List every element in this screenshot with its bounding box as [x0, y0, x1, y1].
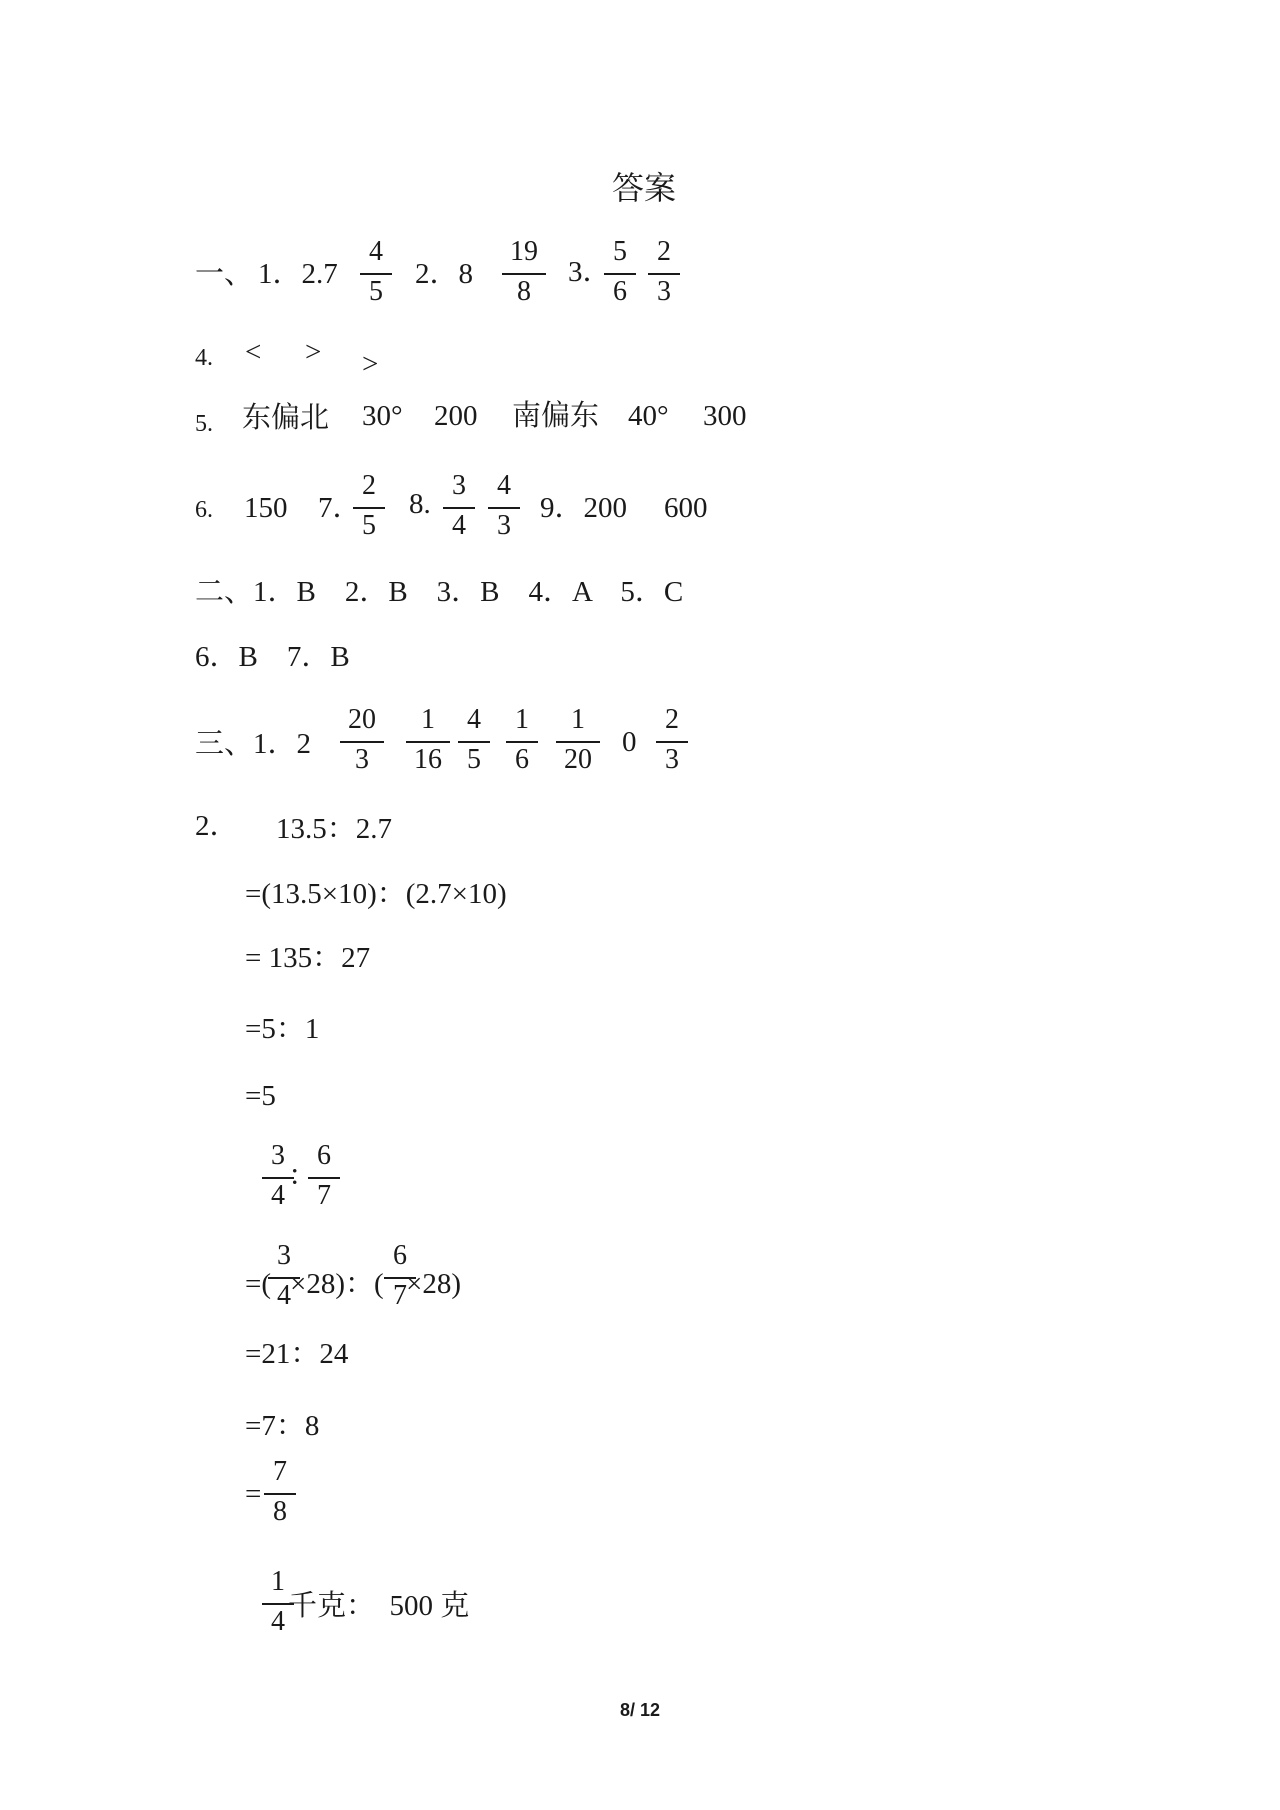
s3-q2-step-2: = 135：27 [245, 942, 371, 974]
s3-q2-step-4: =5 [245, 1080, 276, 1112]
fraction-bar [556, 741, 600, 743]
fraction-bar [406, 741, 450, 743]
s3-q2-expression: 13.5：2.7 [276, 813, 393, 845]
fraction-bar [502, 273, 546, 275]
q4-label: 4. [195, 345, 213, 371]
q3-fraction-1 [598, 236, 642, 310]
q8-frac1-den: 4 [452, 510, 466, 541]
s3-q2-step-3: =5：1 [245, 1013, 320, 1045]
q2-answer: 2．8 [415, 258, 474, 290]
ratio3-text: 千克： 500 克 [288, 1590, 470, 1622]
fraction-bar [353, 507, 385, 509]
ratio2-step-3: =7：8 [245, 1410, 320, 1442]
ratio2-step1-f2-den: 7 [393, 1280, 407, 1311]
fraction-bar [458, 741, 490, 743]
fraction-bar [648, 273, 680, 275]
q5-direction-1: 东偏北 [242, 402, 330, 434]
q7-frac-num: 2 [362, 470, 376, 501]
s3-frac1-den: 3 [355, 744, 369, 775]
fraction-bar [443, 507, 475, 509]
q7-fraction [347, 470, 391, 544]
s3-frac3-den: 5 [467, 744, 481, 775]
page-number: 8/ 12 [620, 1700, 661, 1720]
q8-frac1-num: 3 [452, 470, 466, 501]
s3-fraction-4 [500, 704, 544, 778]
q3-frac2-num: 2 [657, 236, 671, 267]
ratio2-step1-mid: ×28)：( [290, 1268, 384, 1300]
ratio2-step-4-fraction [258, 1456, 302, 1530]
s3-fraction-3 [452, 704, 496, 778]
s3-frac6-den: 3 [665, 744, 679, 775]
fraction-bar [604, 273, 636, 275]
s3-frac3-num: 4 [467, 704, 481, 735]
q2-frac-den: 8 [517, 276, 531, 307]
section-1-label: 一、 [195, 258, 254, 290]
fraction-bar [340, 741, 384, 743]
ratio3-frac-num: 1 [271, 1566, 285, 1597]
s3-fraction-2 [400, 704, 456, 778]
ratio2-step4-den: 8 [273, 1496, 287, 1527]
fraction-bar [360, 273, 392, 275]
ratio2-step-2: =21：24 [245, 1338, 349, 1370]
s3-fraction-5 [550, 704, 606, 778]
q9-answer: 9．200 [540, 492, 628, 524]
q1-fraction [354, 236, 398, 310]
q9-answer-2: 600 [664, 492, 708, 524]
q3-answer: 3． [568, 256, 612, 288]
q2-fraction [496, 236, 552, 310]
q1-frac-num: 4 [369, 236, 383, 267]
ratio2-step1-open: =( [245, 1268, 272, 1300]
q6-label: 6. [195, 497, 213, 523]
s3-q2-step-1: =(13.5×10)：(2.7×10) [245, 878, 507, 910]
s3-frac5-den: 20 [564, 744, 592, 775]
ratio2-f2-num: 6 [317, 1140, 331, 1171]
s3-frac4-den: 6 [515, 744, 529, 775]
q8-fraction-2 [482, 470, 526, 544]
page-title: 答案 [612, 170, 677, 206]
s3-frac2-num: 1 [421, 704, 435, 735]
s3-frac2-den: 16 [414, 744, 442, 775]
s3-fraction-6 [650, 704, 694, 778]
ratio2-f1-num: 3 [271, 1140, 285, 1171]
q5-degree-2: 40° [628, 400, 669, 432]
section-3-q1: 三、1．2 [195, 728, 312, 760]
s3-zero: 0 [622, 726, 637, 758]
fraction-bar [264, 1493, 296, 1495]
section-2-line-2: 6．B 7．B [195, 641, 350, 673]
q1-frac-den: 5 [369, 276, 383, 307]
fraction-bar [488, 507, 520, 509]
q8-frac2-num: 4 [497, 470, 511, 501]
ratio2-step1-f2-num: 6 [393, 1240, 407, 1271]
q5-distance-1: 200 [434, 400, 478, 432]
s3-frac5-num: 1 [571, 704, 585, 735]
q5-degree-1: 30° [362, 400, 403, 432]
q3-fraction-2 [642, 236, 686, 310]
q3-frac1-num: 5 [613, 236, 627, 267]
q8-answer: 8. [409, 488, 431, 520]
ratio3-frac-den: 4 [271, 1606, 285, 1637]
s3-frac6-num: 2 [665, 704, 679, 735]
ratio2-step1-f1-num: 3 [277, 1240, 291, 1271]
q4-symbol-3: > [362, 348, 379, 380]
q2-frac-num: 19 [510, 236, 538, 267]
q1-answer: 1．2.7 [258, 258, 338, 290]
q8-fraction-1 [437, 470, 481, 544]
ratio2-step1-close: ×28) [406, 1268, 462, 1300]
s3-frac4-num: 1 [515, 704, 529, 735]
ratio2-step1-f1-den: 4 [277, 1280, 291, 1311]
q4-symbol-2: > [305, 336, 322, 368]
q6-answer: 150 [244, 492, 288, 524]
q7-answer: 7． [318, 492, 362, 524]
q3-frac1-den: 6 [613, 276, 627, 307]
ratio2-fraction-2 [302, 1140, 346, 1214]
q7-frac-den: 5 [362, 510, 376, 541]
fraction-bar [506, 741, 538, 743]
s3-q2-label: 2． [195, 810, 239, 842]
q5-direction-2: 南偏东 [512, 400, 600, 432]
fraction-bar [308, 1177, 340, 1179]
s3-fraction-1 [334, 704, 390, 778]
q5-distance-2: 300 [703, 400, 747, 432]
ratio2-separator: ： [288, 1160, 318, 1192]
section-2-line-1: 二、1．B 2．B 3．B 4．A 5．C [195, 576, 684, 608]
fraction-bar [656, 741, 688, 743]
q3-frac2-den: 3 [657, 276, 671, 307]
s3-frac1-num: 20 [348, 704, 376, 735]
q5-label: 5. [195, 411, 213, 437]
ratio2-f2-den: 7 [317, 1180, 331, 1211]
q4-symbol-1: < [245, 336, 262, 368]
ratio2-f1-den: 4 [271, 1180, 285, 1211]
ratio2-step-4-equals: = [245, 1478, 262, 1510]
q8-frac2-den: 3 [497, 510, 511, 541]
ratio2-step4-num: 7 [273, 1456, 287, 1487]
